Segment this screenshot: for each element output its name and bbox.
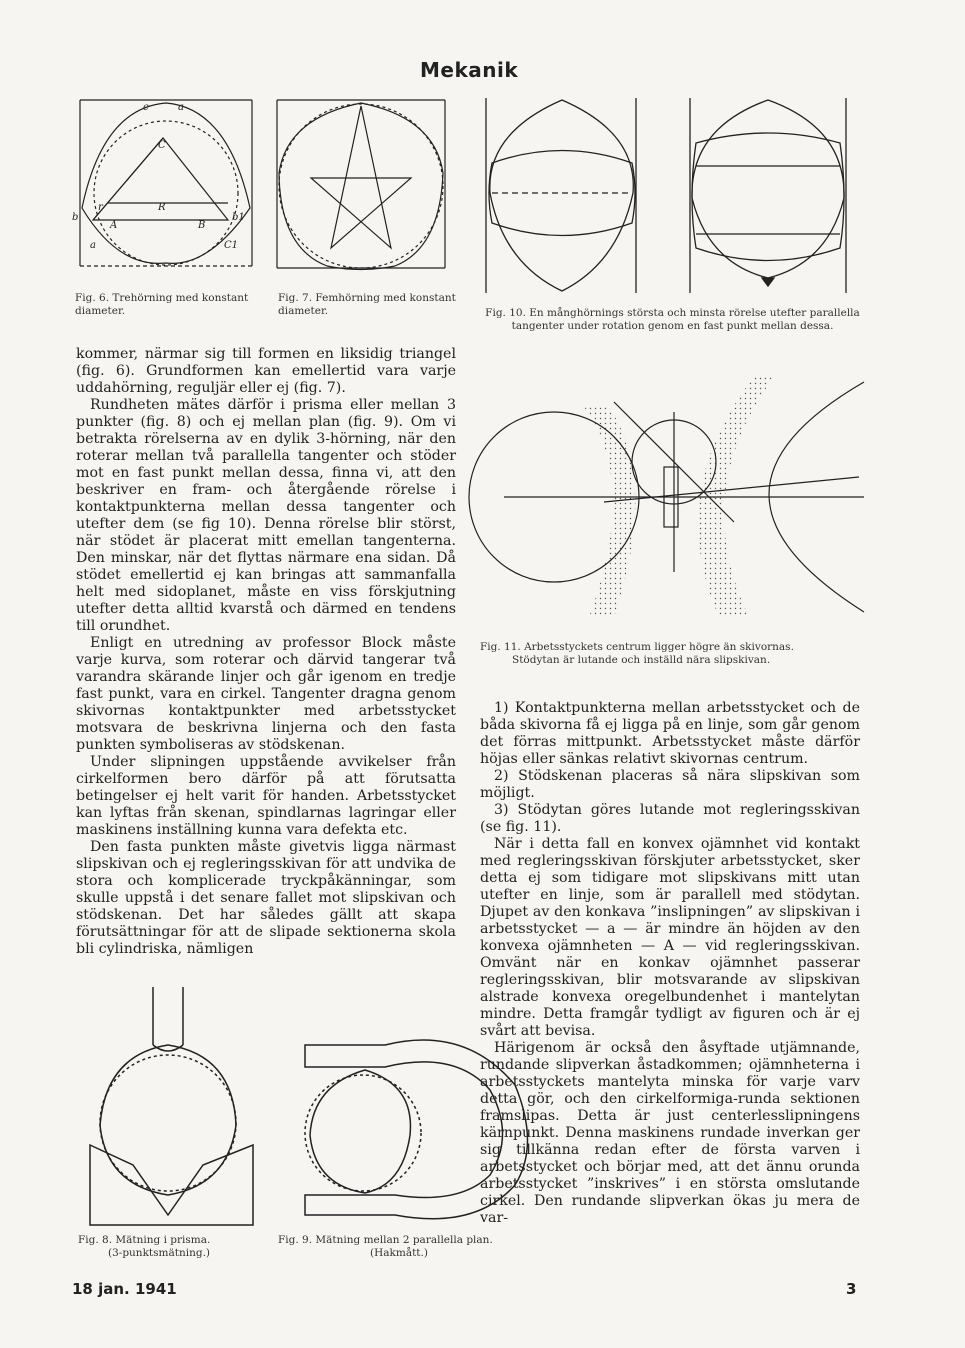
- figure-11-wheel-geometry: [484, 372, 869, 622]
- issue-date: 18 jan. 1941: [72, 1280, 177, 1298]
- section-title: Mekanik: [420, 58, 519, 82]
- figure-8-prism-measurement: [88, 985, 263, 1230]
- fig6-label-C1: C1: [224, 240, 239, 251]
- figure-9-caliper-measurement: [285, 1015, 545, 1230]
- figure-10-caption: Fig. 10. En månghörnings största och minsta rörelse utefter parallella tangenter under rotation genom en fast punkt mellan dessa.: [485, 307, 860, 332]
- fig6-label-a-bottom: a: [90, 240, 96, 251]
- figure-8-caption-line2: (3-punktsmätning.): [108, 1247, 211, 1259]
- fig6-label-A: A: [110, 220, 118, 231]
- page-number: 3: [846, 1280, 857, 1298]
- fig6-label-B: B: [198, 220, 206, 231]
- left-paragraph-4: Under slipningen uppstående avvikelser från cirkelformen bero därför på att förutsatta betingelser ej helt varit för handen. Arbetsstycket kan lyftas från skenan, spindlarnas lagringar eller maskinens inställning kunna vara defekta etc.: [76, 754, 456, 838]
- fig6-label-c: c: [143, 102, 149, 113]
- left-paragraph-5: Den fasta punkten måste givetvis ligga närmast slipskivan och ej regleringsskivan för att undvika de stora och komplicerade tryckpåkänningar, som skulle uppstå i det senare fallet mot slipskivan och stödskenan. Det har således gällt att skapa förutsättningar för att de slipade sektionerna skola bli cylindriska, nämligen: [76, 839, 456, 957]
- figure-11-caption-line2: Stödytan är lutande och inställd nära slipskivan.: [512, 654, 771, 666]
- left-paragraph-1: kommer, närmar sig till formen en liksidig triangel (fig. 6). Grundformen kan emellertid vara varje uddahörning, reguljär eller ej (fig. 7).: [76, 346, 456, 396]
- figure-6-caption: Fig. 6. Trehörning med konstant diameter.: [75, 292, 249, 317]
- figure-10-polygon-motion: [478, 88, 863, 303]
- figure-8-caption-line1: Fig. 8. Mätning i prisma.: [78, 1234, 211, 1246]
- fig6-label-a: a: [178, 102, 184, 113]
- fig6-label-C: C: [158, 140, 166, 151]
- right-item-1: 1) Kontaktpunkterna mellan arbetsstycket och de båda skivorna få ej ligga på en linje, som går genom det förras mittpunkt. Arbetsstycket måste därför höjas eller sänkas relativt skivornas centrum.: [480, 700, 860, 767]
- left-paragraph-2: Rundheten mätes därför i prisma eller mellan 3 punkter (fig. 8) och ej mellan plan (fig. 9). Om vi betrakta rörelserna av en dylik 3-hörning, när den roterar mellan två parallella tangenter och stöder mot en fast punkt mellan dessa, finna vi, att den beskriver en fram- och återgående rörelse i kontaktpunkterna mellan dessa tangenter och utefter dem (se fig 10). Denna rörelse blir störst, när stödet är placerat mitt emellan tangenterna. Den minskar, när det flyttas närmare ena sidan. Då stödet emellertid ej kan bringas att sammanfalla helt med sidoplanet, måste en viss förskjutning utefter detta alltid kvarstå och därmed en tendens till orundhet.: [76, 397, 456, 634]
- figure-11-caption-line1: Fig. 11. Arbetsstyckets centrum ligger högre än skivornas.: [480, 641, 794, 653]
- fig6-label-b1: b1: [232, 212, 245, 223]
- right-paragraph-5: Härigenom är också den åsyftade utjämnande, rundande slipverkan åstadkommen; ojämnheterna i arbetsstyckets mantelyta minska för varje varv detta gör, och den cirkelformiga-runda sektionen framslipas. Detta är just centerlesslipningens kärnpunkt. Denna maskinens rundade inverkan ger sig tillkänna redan efter de första varven i arbetsstycket och börjar med, att det ännu orunda arbetsstycket ”inskrives” i en största omslutande cirkel. Den rundande slipverkan ökas ju mera de var-: [480, 1040, 860, 1226]
- left-paragraph-3: Enligt en utredning av professor Block måste varje kurva, som roterar och därvid tangerar två varandra skärande linjer och går igenom en tredje fast punkt, vara en cirkel. Tangenter dragna genom skivornas kontaktpunkter med arbetsstycket motsvara de beskrivna linjerna och den fasta punkten symboliseras av stödskenan.: [76, 635, 456, 753]
- fig6-label-r: r: [98, 202, 103, 213]
- figure-6-triangle-constant-diameter: [72, 98, 263, 288]
- figure-7-caption: Fig. 7. Femhörning med konstant diameter.: [278, 292, 456, 317]
- figure-7-pentagon-constant-diameter: [275, 98, 450, 288]
- fig6-label-b: b: [72, 212, 79, 223]
- right-item-3: 3) Stödytan göres lutande mot regleringsskivan (se fig. 11).: [480, 802, 860, 835]
- figure-9-caption-line1: Fig. 9. Mätning mellan 2 parallella plan.: [278, 1234, 493, 1246]
- right-item-2: 2) Stödskenan placeras så nära slipskivan som möjligt.: [480, 768, 860, 801]
- right-paragraph-4: När i detta fall en konvex ojämnhet vid kontakt med regleringsskivan förskjuter arbetsstycket, sker detta ej som tidigare mot slipskivans mitt utan utefter en linje, som är parallell med stödytan. Djupet av den konkava ”inslipningen” av slipskivan i arbetsstycket — a — är mindre än höjden av den konvexa ojämnheten — A — vid regleringsskivan. Omvänt när en konkav ojämnhet passerar regleringsskivan, blir motsvarande av slipskivan alstrade konvexa oregelbundenhet i mantelytan mindre. Detta framgår tydligt av figuren och är ej svårt att bevisa.: [480, 836, 860, 1039]
- left-text-column: [76, 346, 456, 958]
- fig6-label-R: R: [158, 202, 166, 213]
- figure-9-caption-line2: (Hakmått.): [370, 1247, 428, 1259]
